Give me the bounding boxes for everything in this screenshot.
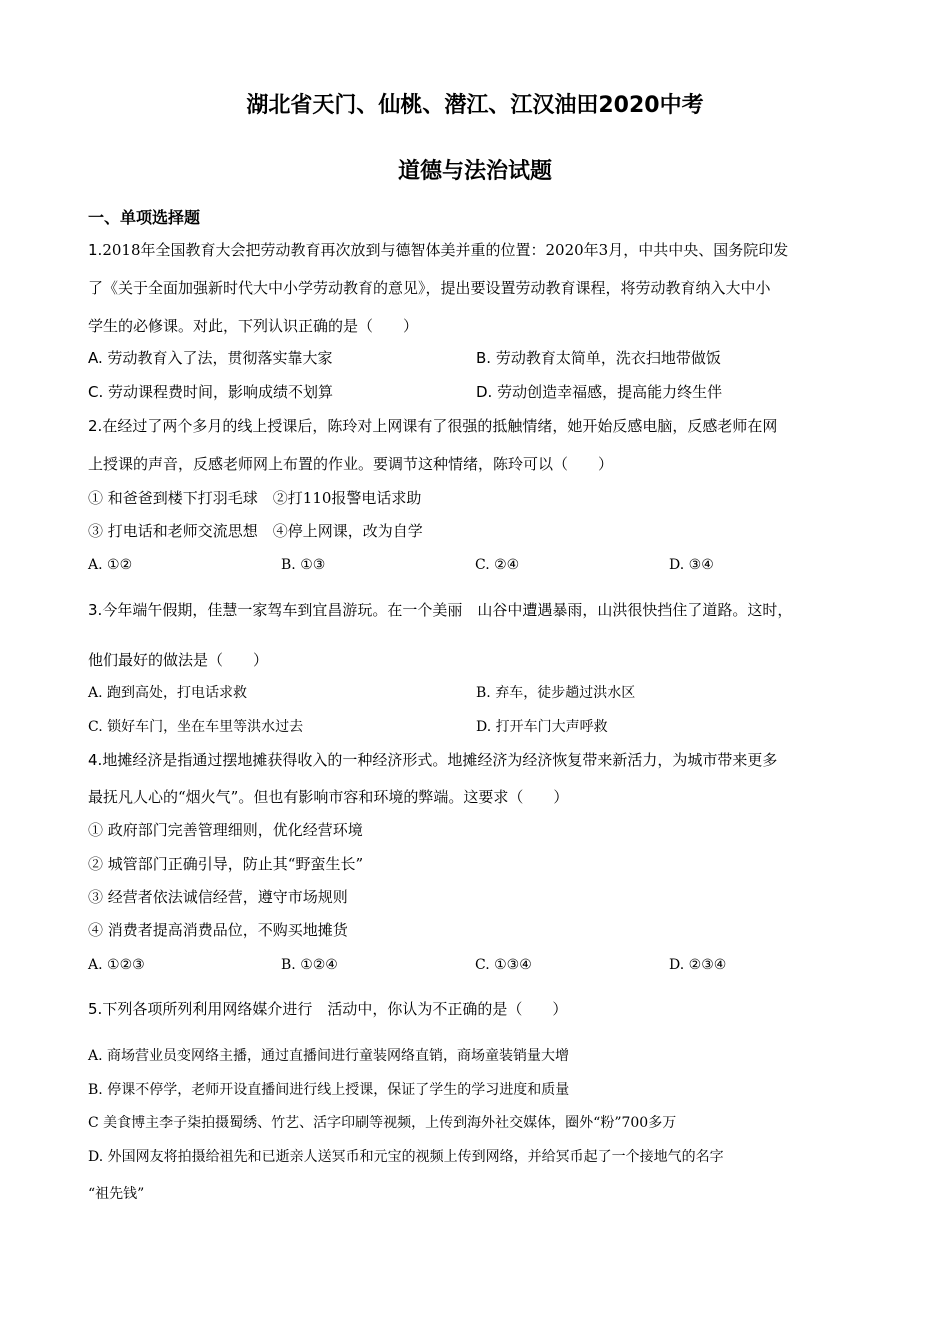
question-1-line-3: 学生的必修课。对此，下列认识正确的是（ ） [88, 317, 419, 335]
page-subtitle: 道德与法治试题 [397, 159, 552, 184]
option-letter: C. [475, 557, 490, 573]
question-4-text-1: 地摊经济是指通过摆地摊获得收入的一种经济形式。地摊经济为经济恢复带来新活力，为城市带来更多 [102, 751, 778, 769]
option-text: 劳动创造幸福感，提高能力终生伴 [497, 383, 723, 401]
option-letter: C. [475, 957, 490, 973]
question-1-number: 1. [88, 241, 103, 259]
option-text: 劳动教育太简单，洗衣扫地带做饭 [495, 349, 721, 367]
question-4-item-3: ③ 经营者依法诚信经营，遵守市场规则 [88, 888, 348, 906]
question-4-option-a [88, 955, 145, 975]
option-letter: B. [281, 957, 296, 973]
question-2-number: 2. [88, 417, 103, 435]
question-2-item-2: ③ 打电话和老师交流思想 ④停上网课，改为自学 [88, 522, 423, 540]
question-1-option-b [476, 348, 721, 368]
question-2-item-1: ① 和爸爸到楼下打羽毛球 ②打110报警电话求助 [88, 489, 422, 507]
option-text: ①③ [300, 557, 326, 573]
option-letter: B. [281, 557, 296, 573]
section-heading: 一、单项选择题 [88, 208, 201, 227]
question-3-number: 3. [88, 601, 103, 619]
question-3-option-b [476, 683, 635, 703]
question-3-option-c [88, 717, 303, 737]
question-4-item-4: ④ 消费者提高消费品位，不购买地摊货 [88, 921, 348, 939]
question-2-text-1: 在经过了两个多月的线上授课后，陈玲对上网课有了很强的抵触情绪，她开始反感电脑，反感老师在网 [102, 417, 778, 435]
option-letter: D. [669, 557, 685, 573]
option-text: ②④ [494, 557, 520, 573]
question-2-option-a [88, 555, 132, 575]
option-letter: B. [88, 1082, 103, 1098]
option-letter: D. [669, 957, 685, 973]
question-4-item-1: ① 政府部门完善管理细则，优化经营环境 [88, 821, 363, 839]
option-text: 停课不停学，老师开设直播间进行线上授课，保证了学生的学习进度和质量 [107, 1082, 570, 1098]
option-text: 锁好车门，坐在车里等洪水过去 [107, 719, 304, 735]
question-3-option-d [476, 717, 608, 737]
question-5-number: 5. [88, 1000, 103, 1018]
option-letter: A. [88, 685, 103, 701]
question-2-option-c [475, 555, 519, 575]
question-4-line-1 [88, 750, 777, 770]
question-5-option-d-continuation: “祖先钱” [88, 1186, 145, 1202]
option-text: 美食博主李子柒拍摄蜀绣、竹艺、活字印刷等视频，上传到海外社交媒体，圈外“粉”700多万 [103, 1115, 677, 1131]
question-1-text-1: 2018年全国教育大会把劳动教育再次放到与德智体美并重的位置：2020年3月，中共中央、国务院印发 [102, 241, 789, 259]
question-4-option-c [475, 955, 532, 975]
option-letter: D. [476, 719, 492, 735]
question-5-option-d [88, 1147, 724, 1167]
question-3-option-a [88, 683, 247, 703]
question-4-option-d [669, 955, 726, 975]
question-3-text-1: 今年端午假期，佳慧一家驾车到宜昌游玩。在一个美丽 山谷中遭遇暴雨，山洪很快挡住了道路。这时， [102, 601, 793, 619]
option-letter: D. [476, 383, 493, 401]
question-1-option-a [88, 348, 333, 368]
option-text: ①②③ [107, 957, 145, 973]
option-text: ①③④ [494, 957, 532, 973]
question-3-line-1 [88, 600, 792, 620]
question-4-option-b [281, 955, 338, 975]
question-5-line-1 [88, 999, 567, 1019]
question-4-item-2: ② 城管部门正确引导，防止其“野蛮生长” [88, 855, 364, 873]
question-2-line-2: 上授课的声音，反感老师网上布置的作业。要调节这种情绪，陈玲可以（ ） [88, 455, 614, 473]
option-letter: D. [88, 1149, 104, 1165]
page-title: 湖北省天门、仙桃、潜江、江汉油田2020中考 [246, 93, 704, 118]
option-letter: B. [476, 685, 491, 701]
option-letter: C. [88, 383, 104, 401]
question-4-line-2: 最抚凡人心的“烟火气”。但也有影响市容和环境的弊端。这要求（ ） [88, 788, 569, 806]
option-text: 外国网友将拍摄给祖先和已逝亲人送冥币和元宝的视频上传到网络，并给冥币起了一个接地气的名字 [107, 1149, 724, 1165]
question-5-option-c [88, 1113, 676, 1133]
option-letter: C [88, 1115, 99, 1131]
question-5-option-a [88, 1046, 569, 1066]
option-text: ③④ [688, 557, 714, 573]
option-letter: A. [88, 1048, 103, 1064]
option-letter: C. [88, 719, 103, 735]
option-text: 弃车，徒步趟过洪水区 [495, 685, 636, 701]
question-2-option-d [669, 555, 714, 575]
option-text: 劳动课程费时间，影响成绩不划算 [108, 383, 334, 401]
question-5-option-b [88, 1080, 569, 1100]
option-letter: A. [88, 349, 103, 367]
option-text: ①②④ [300, 957, 338, 973]
option-text: ②③④ [688, 957, 727, 973]
option-text: 劳动教育入了法，贯彻落实靠大家 [107, 349, 333, 367]
option-text: ①② [107, 557, 133, 573]
question-2-line-1 [88, 416, 777, 436]
question-4-number: 4. [88, 751, 103, 769]
option-text: 打开车门大声呼救 [495, 719, 608, 735]
question-1-option-c [88, 382, 333, 402]
question-5-text-1: 下列各项所列利用网络媒介进行 活动中，你认为不正确的是（ ） [102, 1000, 568, 1018]
option-text: 跑到高处，打电话求救 [107, 685, 248, 701]
option-text: 商场营业员变网络主播，通过直播间进行童装网络直销，商场童装销量大增 [107, 1048, 570, 1064]
question-1-option-d [476, 382, 722, 402]
question-1-line-1 [88, 240, 788, 260]
option-letter: A. [88, 957, 103, 973]
option-letter: A. [88, 557, 103, 573]
question-1-line-2: 了《关于全面加强新时代大中小学劳动教育的意见》，提出要设置劳动教育课程，将劳动教育纳入大中小 [88, 279, 771, 297]
question-3-line-2: 他们最好的做法是（ ） [88, 651, 269, 669]
question-2-option-b [281, 555, 325, 575]
option-letter: B. [476, 349, 492, 367]
